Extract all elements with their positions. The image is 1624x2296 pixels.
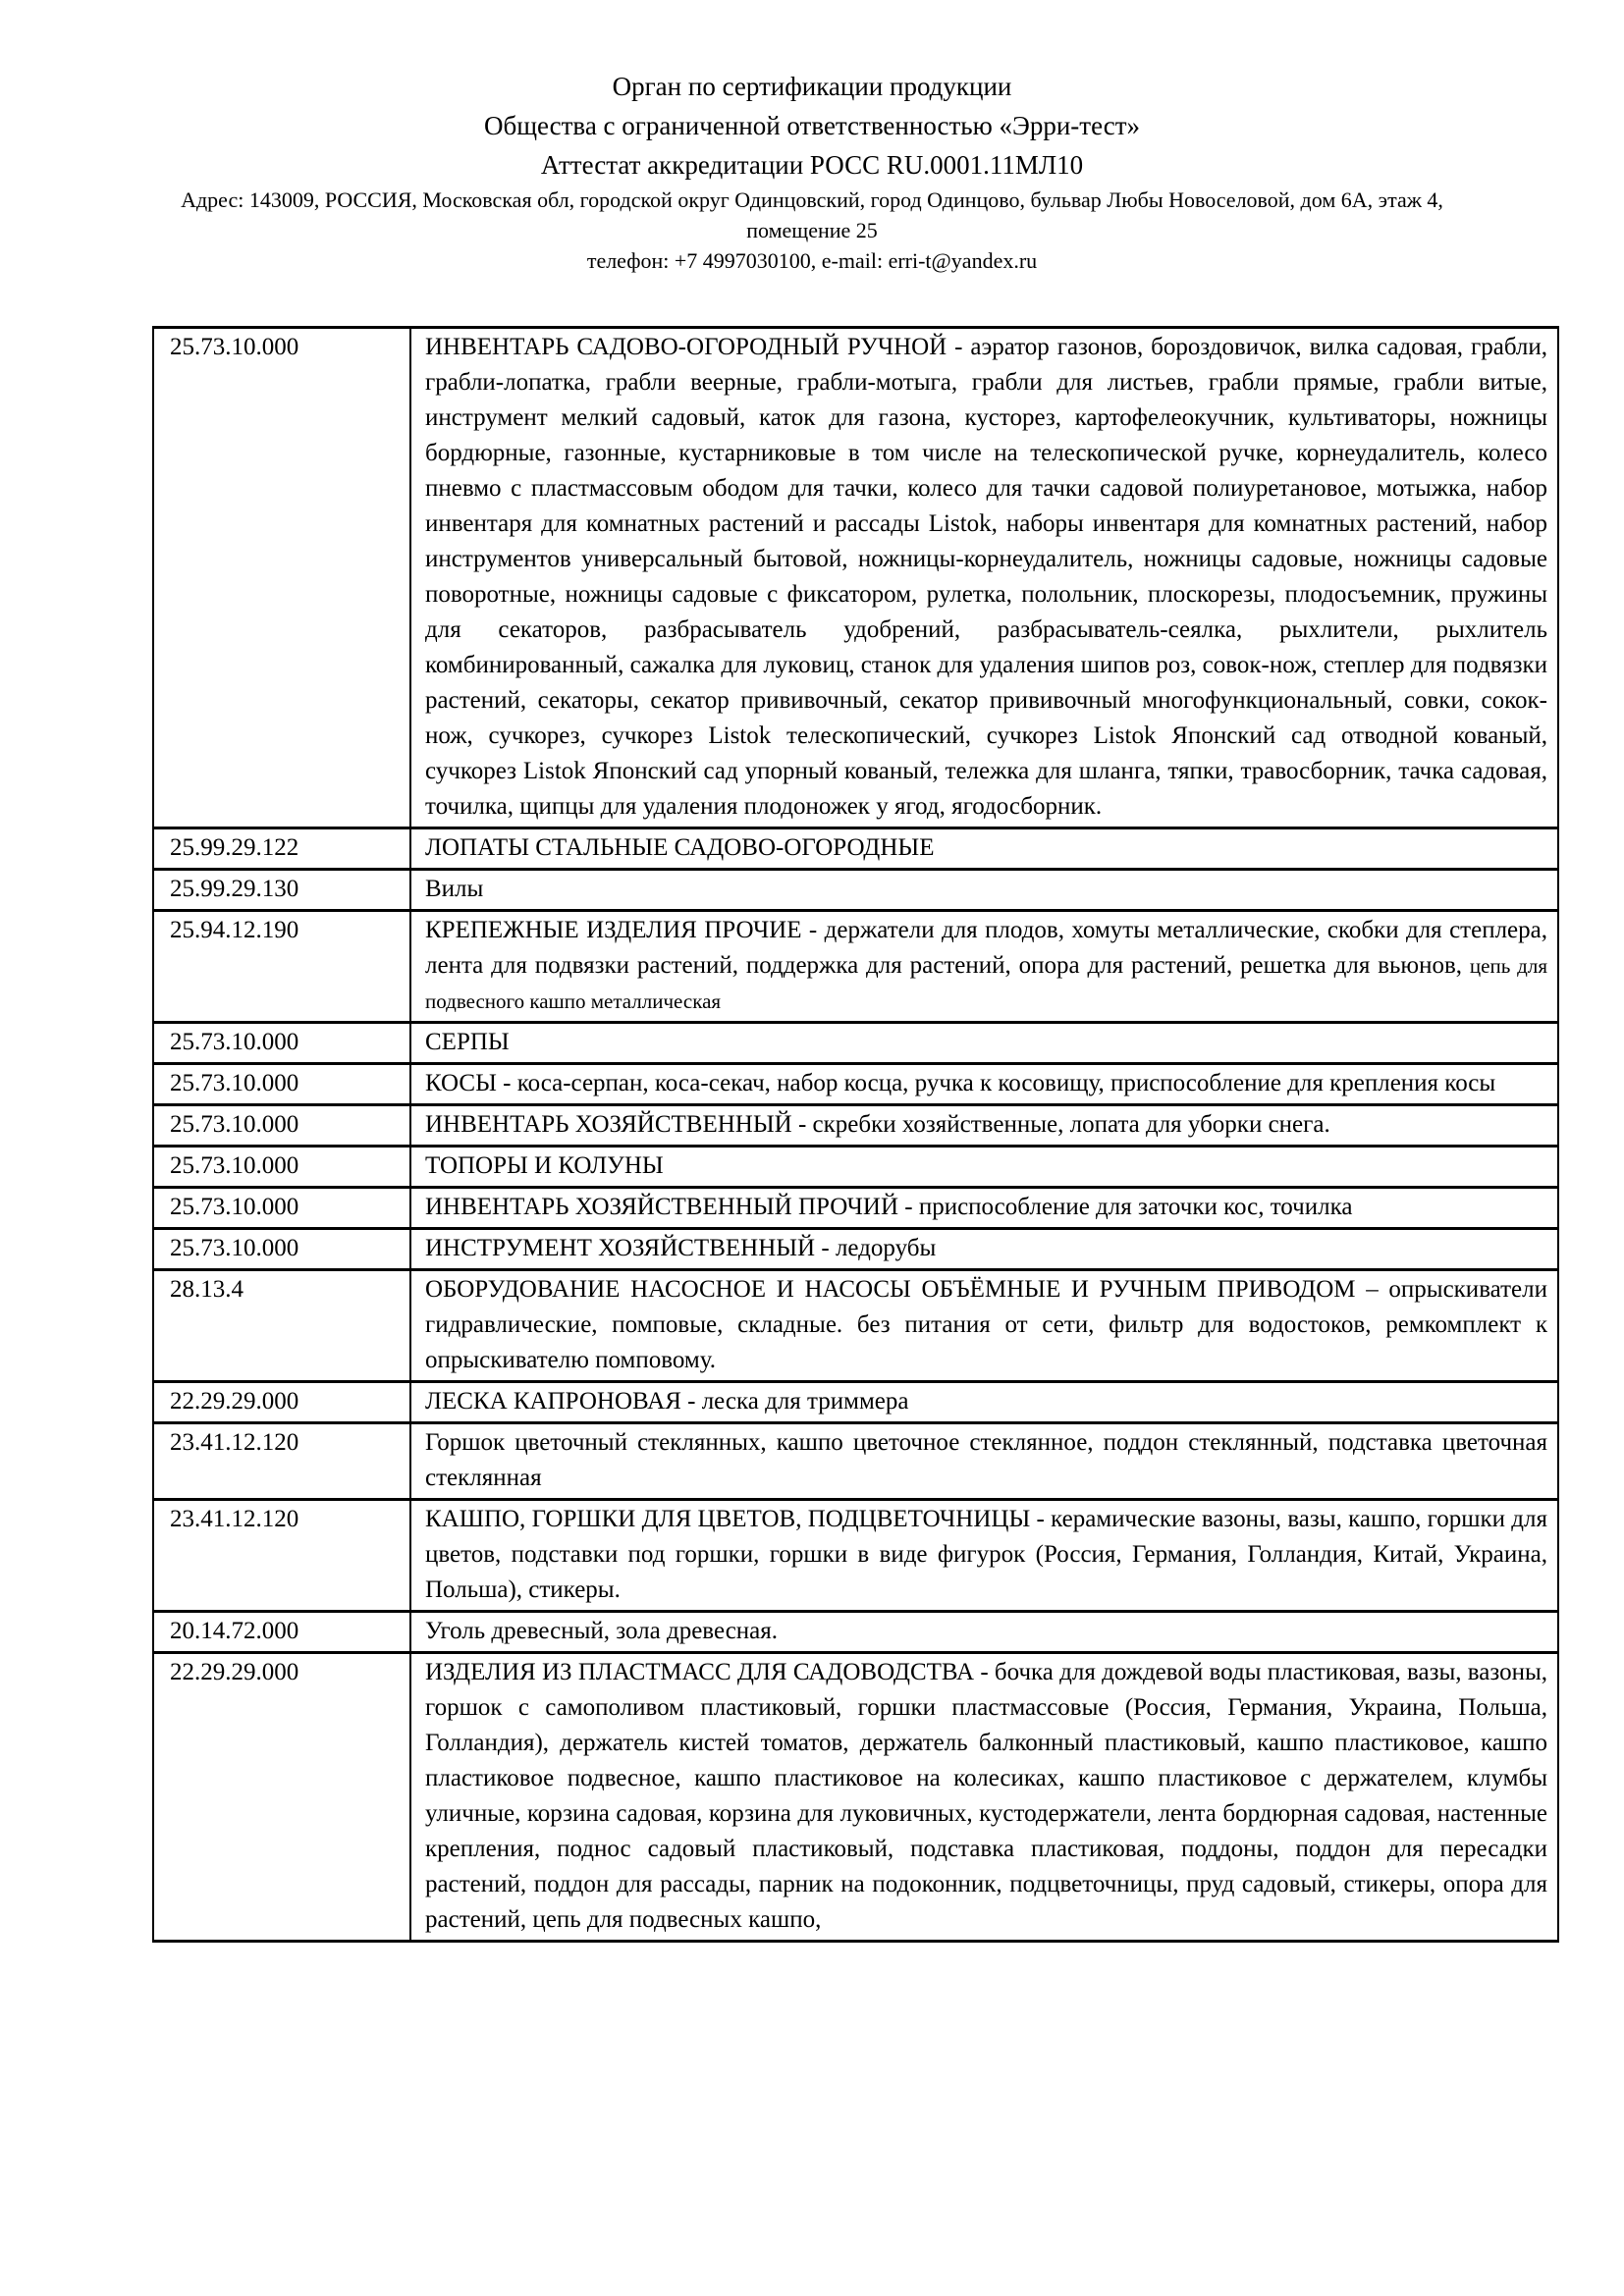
product-description: держатели для плодов, хомуты металлические, скобки для степлера, лента для подвязки растений, поддержка для растений, опора для растений, решетка для вьюнов, — [425, 917, 1547, 979]
product-code: 25.99.29.130 — [170, 876, 299, 902]
product-description-cell — [410, 1023, 1558, 1064]
table-row — [153, 1229, 1558, 1270]
table-row — [153, 1423, 1558, 1500]
product-code: 25.73.10.000 — [170, 1194, 299, 1220]
product-code-cell — [153, 911, 410, 1023]
product-description-cell — [410, 1147, 1558, 1188]
product-code: 25.73.10.000 — [170, 1235, 299, 1261]
document-header — [0, 67, 1624, 276]
product-code-cell — [153, 328, 410, 828]
table-row — [153, 1147, 1558, 1188]
product-description: ледорубы — [835, 1235, 937, 1261]
product-description-cell — [410, 1382, 1558, 1423]
product-code: 25.73.10.000 — [170, 1029, 299, 1055]
product-description-cell — [410, 1064, 1558, 1105]
product-code-cell — [153, 1612, 410, 1653]
product-code: 22.29.29.000 — [170, 1659, 299, 1685]
table-row — [153, 328, 1558, 828]
product-description-cell — [410, 911, 1558, 1023]
product-code: 25.99.29.122 — [170, 834, 299, 861]
product-group-title: КРЕПЕЖНЫЕ ИЗДЕЛИЯ ПРОЧИЕ — [425, 917, 802, 943]
product-code: 22.29.29.000 — [170, 1388, 299, 1415]
table-row — [153, 1653, 1558, 1942]
product-group-title: ТОПОРЫ И КОЛУНЫ — [425, 1152, 664, 1179]
product-code-cell — [153, 1423, 410, 1500]
product-description-cell — [410, 1229, 1558, 1270]
table-row — [153, 1023, 1558, 1064]
table-row — [153, 1188, 1558, 1229]
product-code-cell — [153, 1382, 410, 1423]
table-row — [153, 911, 1558, 1023]
product-description: бочка для дождевой воды пластиковая, вазы, вазоны, горшок с самополивом пластиковый, горшки пластмассовые (Россия, Германия, Украина, Польша, Голландия), держатель кистей томатов, держатель балконный пластиковый, кашпо пластиковое, кашпо пластиковое подвесное, кашпо пластиковое на колесиках, кашпо пластиковое с держателем, клумбы уличные, корзина садовая, корзина для луковичных, кустодержатели, лента бордюрная садовая, настенные крепления, поднос садовый пластиковый, подставка пластиковая, поддоны, поддон для пересадки растений, поддон для рассады, парник на подоконник, подцветочницы, пруд садовый, стикеры, опора для растений, цепь для подвесных кашпо, — [425, 1659, 1547, 1933]
product-code-cell — [153, 1023, 410, 1064]
table-row — [153, 1270, 1558, 1382]
product-description: скребки хозяйственные, лопата для уборки снега. — [812, 1111, 1330, 1138]
product-group-title: СЕРПЫ — [425, 1029, 510, 1055]
product-group-title: ИЗДЕЛИЯ ИЗ ПЛАСТМАСС ДЛЯ САДОВОДСТВА — [425, 1659, 975, 1685]
product-code-cell — [153, 1270, 410, 1382]
product-description-cell — [410, 870, 1558, 911]
product-group-title: ЛОПАТЫ СТАЛЬНЫЕ САДОВО-ОГОРОДНЫЕ — [425, 834, 935, 861]
title-separator: - — [974, 1659, 995, 1685]
product-description-cell — [410, 1188, 1558, 1229]
address-line-2: помещение 25 — [746, 218, 878, 242]
product-description-cell — [410, 1653, 1558, 1942]
certification-products-table — [152, 326, 1559, 1943]
product-description: леска для триммера — [701, 1388, 909, 1415]
title-separator: - — [947, 334, 971, 360]
product-group-title: ИНСТРУМЕНТ ХОЗЯЙСТВЕННЫЙ — [425, 1235, 816, 1261]
title-separator: - — [496, 1070, 517, 1096]
accreditation-line: Аттестат аккредитации РОСС RU.0001.11МЛ10 — [540, 150, 1084, 180]
title-separator: - — [801, 917, 825, 943]
title-separator: - — [791, 1111, 813, 1138]
product-code-cell — [153, 870, 410, 911]
title-separator: - — [1030, 1506, 1052, 1532]
product-description: Уголь древесный, зола древесная. — [425, 1618, 779, 1644]
product-description-small: цепь для подвесного кашпо металлическая — [425, 954, 1548, 1013]
product-description: Вилы — [425, 876, 484, 902]
product-code: 25.73.10.000 — [170, 334, 299, 360]
title-separator: - — [680, 1388, 702, 1415]
product-code-cell — [153, 1064, 410, 1105]
product-code: 28.13.4 — [170, 1276, 244, 1303]
product-description-cell — [410, 1500, 1558, 1612]
contacts-line: телефон: +7 4997030100, e-mail: erri-t@yandex.ru — [586, 248, 1038, 273]
product-description-cell — [410, 1270, 1558, 1382]
product-description: аэратор газонов, бороздовичок, вилка садовая, грабли, грабли-лопатка, грабли веерные, грабли-мотыга, грабли для листьев, грабли прямые, грабли витые, инструмент мелкий садовый, каток для газона, кусторез, картофелеокучник, культиваторы, ножницы бордюрные, газонные, кустарниковые в том числе на телескопической ручке, корнеудалитель, колесо пневмо с пластмассовым ободом для тачки, колесо для тачки садовой полиуретановое, мотыжка, набор инвентаря для комнатных растений и рассады Listok, наборы инвентаря для комнатных растений, набор инструментов универсальный бытовой, ножницы-корнеудалитель, ножницы садовые, ножницы садовые поворотные, ножницы садовые с фиксатором, рулетка, полольник, плоскорезы, плодосъемник, пружины для секаторов, разбрасыватель удобрений, разбрасыватель-сеялка, рыхлители, рыхлитель комбинированный, сажалка для луковиц, станок для удаления шипов роз, совок-нож, степлер для подвязки растений, секаторы, секатор прививочный, секатор прививочный многофункциональный, совки, сокок-нож, сучкорез, сучкорез Listok телескопический, сучкорез Listok Японский сад отводной кованый, сучкорез Listok Японский сад упорный кованый, тележка для шланга, тяпки, травосборник, тачка садовая, точилка, щипцы для удаления плодоножек у ягод, ягодосборник. — [425, 334, 1548, 820]
product-description: приспособление для заточки кос, точилка — [918, 1194, 1353, 1220]
product-description-cell — [410, 328, 1558, 828]
product-description: опрыскиватели гидравлические, помповые, складные. без питания от сети, фильтр для водостоков, ремкомплект к опрыскивателю помповому. — [425, 1276, 1547, 1373]
product-group-title: ИНВЕНТАРЬ ХОЗЯЙСТВЕННЫЙ — [425, 1111, 792, 1138]
product-code: 25.73.10.000 — [170, 1152, 299, 1179]
product-code-cell — [153, 1105, 410, 1147]
product-description: Горшок цветочный стеклянных, кашпо цветочное стеклянное, поддон стеклянный, подставка цветочная стеклянная — [425, 1429, 1547, 1491]
product-description-cell — [410, 1423, 1558, 1500]
product-group-title: ИНВЕНТАРЬ ХОЗЯЙСТВЕННЫЙ ПРОЧИЙ — [425, 1194, 898, 1220]
product-code: 25.73.10.000 — [170, 1070, 299, 1096]
product-group-title: ЛЕСКА КАПРОНОВАЯ — [425, 1388, 681, 1415]
title-separator: - — [898, 1194, 919, 1220]
product-description: коса-серпан, коса-секач, набор косца, ручка к косовищу, приспособление для крепления косы — [516, 1070, 1496, 1096]
product-description-cell — [410, 1612, 1558, 1653]
product-code-cell — [153, 1653, 410, 1942]
product-code: 25.73.10.000 — [170, 1111, 299, 1138]
product-code-cell — [153, 1147, 410, 1188]
product-group-title: КАШПО, ГОРШКИ ДЛЯ ЦВЕТОВ, ПОДЦВЕТОЧНИЦЫ — [425, 1506, 1031, 1532]
product-description: керамические вазоны, вазы, кашпо, горшки для цветов, подставки под горшки, горшки в виде фигурок (Россия, Германия, Голландия, Китай, Украина, Польша), стикеры. — [425, 1506, 1547, 1603]
title-separator: - — [815, 1235, 836, 1261]
product-code: 20.14.72.000 — [170, 1618, 299, 1644]
cert-table-body — [153, 328, 1558, 1942]
org-type-line: Орган по сертификации продукции — [612, 72, 1012, 101]
table-row — [153, 1382, 1558, 1423]
product-code-cell — [153, 828, 410, 870]
table-row — [153, 1064, 1558, 1105]
table-row — [153, 1105, 1558, 1147]
product-description-cell — [410, 828, 1558, 870]
table-row — [153, 1500, 1558, 1612]
product-description-cell — [410, 1105, 1558, 1147]
product-code: 25.94.12.190 — [170, 917, 299, 943]
product-group-title: ИНВЕНТАРЬ САДОВО-ОГОРОДНЫЙ РУЧНОЙ — [425, 334, 947, 360]
product-code: 23.41.12.120 — [170, 1429, 299, 1456]
table-row — [153, 828, 1558, 870]
title-separator: – — [1355, 1276, 1389, 1303]
table-row — [153, 870, 1558, 911]
product-code-cell — [153, 1229, 410, 1270]
product-group-title: ОБОРУДОВАНИЕ НАСОСНОЕ И НАСОСЫ ОБЪЁМНЫЕ И РУЧНЫМ ПРИВОДОМ — [425, 1276, 1356, 1303]
address-line-1: Адрес: 143009, РОССИЯ, Московская обл, городской округ Одинцовский, город Одинцово, бульвар Любы Новоселовой, дом 6А, этаж 4, — [181, 187, 1443, 212]
product-code-cell — [153, 1500, 410, 1612]
table-row — [153, 1612, 1558, 1653]
org-name-line: Общества с ограниченной ответственностью «Эрри-тест» — [483, 111, 1141, 140]
product-code-cell — [153, 1188, 410, 1229]
product-code: 23.41.12.120 — [170, 1506, 299, 1532]
product-group-title: КОСЫ — [425, 1070, 497, 1096]
